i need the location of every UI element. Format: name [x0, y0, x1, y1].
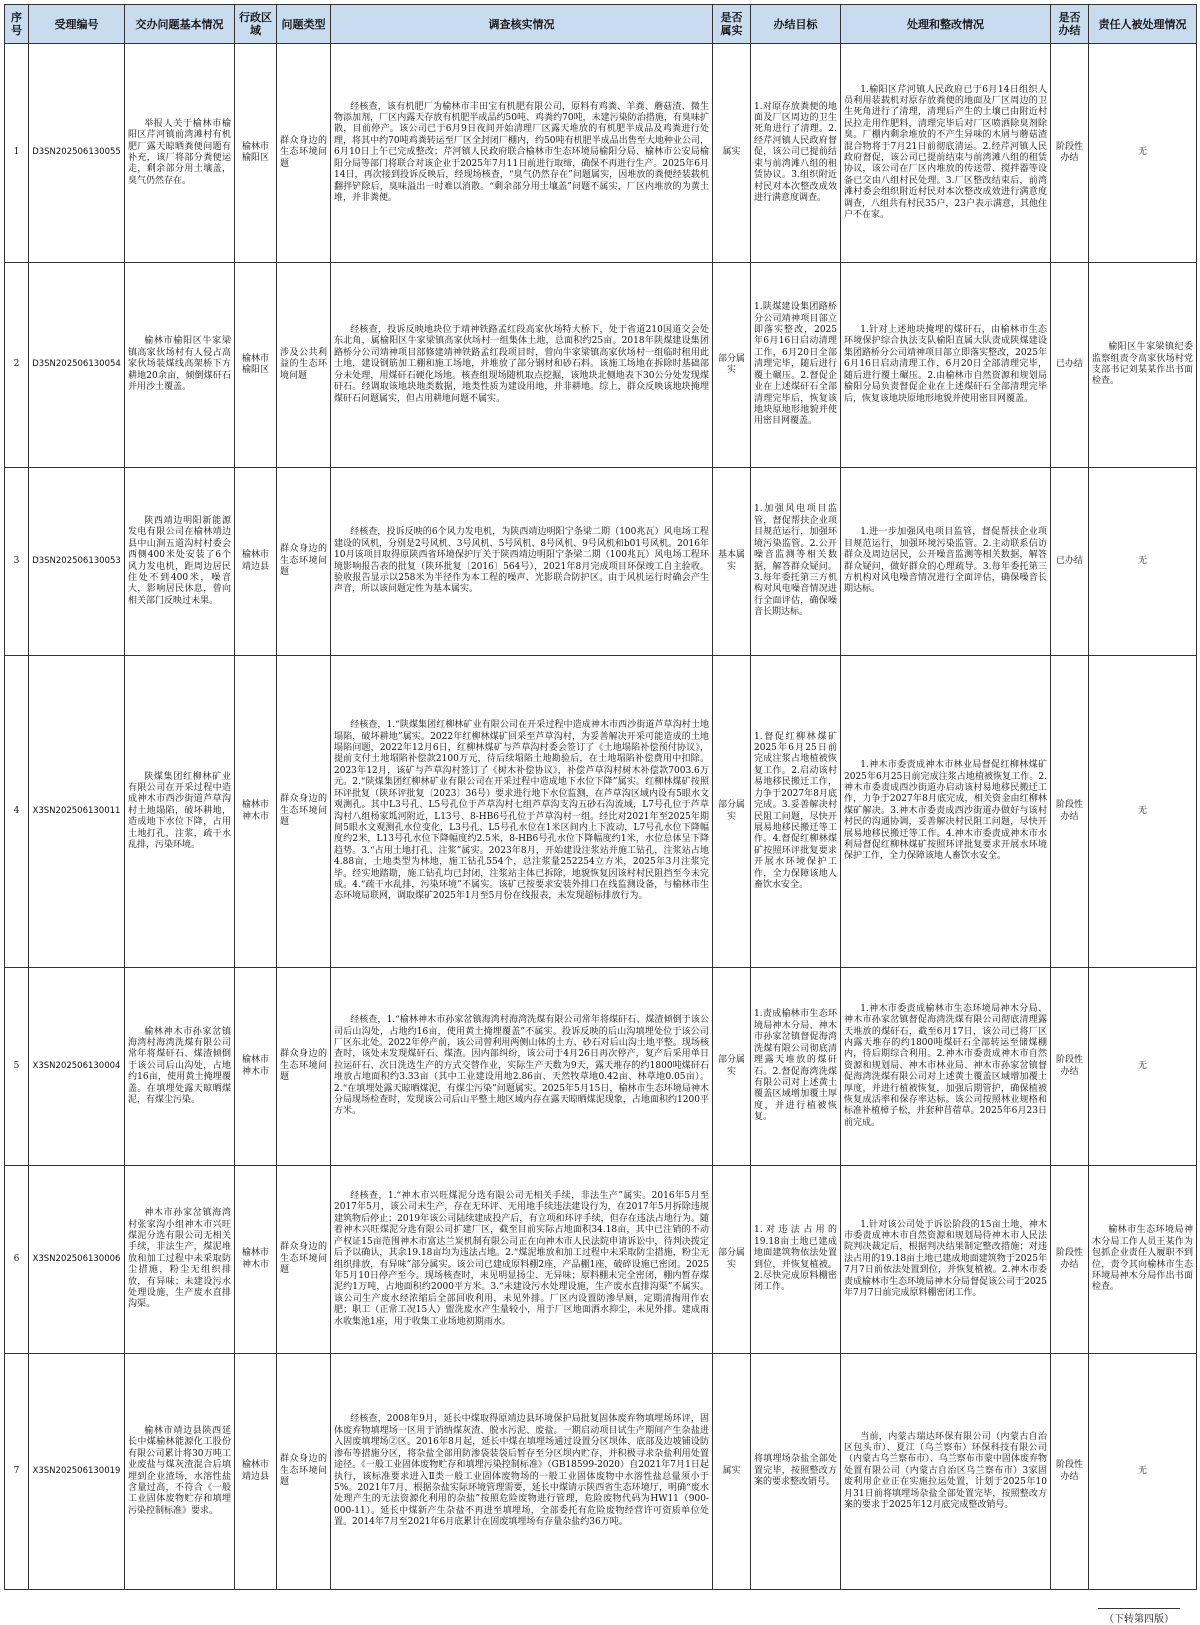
cell-accountability: 无 [1089, 468, 1197, 656]
cell-investigation: 经核查，2008年9月，延长中煤取得原靖边县环境保护局批复固体废弃物填埋场环评，固体废弃物填埋场一区用于消纳煤灰渣、脱水污泥、废盐。一期启动项目试生产期间产生杂盐进入固废填埋场②区。2016年8月起，延长中煤在填埋场通过设置分区坝体、底部及边坡铺设防渗布等措施分区，将杂盐全部用防渗袋装袋后暂存至分区坝内贮存，并积极寻求杂盐利用处置途径。《一般工业固体废物贮存和填埋污染控制标准》（GB18599-2020）自2021年7月1日起执行，该标准要求进入Ⅱ类一般工业固体废物场的一般工业固体废物中水溶性盐总量须小于5%。2021年7月，根据杂盐实际环境管理需要，延长中煤请示陕西省生态环境厅，明确“废水处理产生的无法资源化利用的杂盐”按照危险废物进行管理，危险废物代码为HW11（900-000-11）。延长中煤新产生杂盐不再进至填埋场，全部委托有危险废物经营许可资质单位处置。2014年7月至2021年6月底累计在固废填埋场有存量杂盐约36万吨。 [331, 1354, 713, 1590]
cell-type: 涉及公共利益的生态环境问题 [277, 263, 331, 468]
header-seq: 序号 [5, 5, 29, 44]
header-investigation: 调查核实情况 [331, 5, 713, 44]
cell-case-no: X3SN202506130019 [29, 1354, 125, 1590]
cell-region: 榆林市神木市 [235, 656, 277, 968]
cell-case-no: X3SN202506130004 [29, 968, 125, 1166]
cell-region: 榆林市靖边县 [235, 468, 277, 656]
cell-case-no: D3SN202506130053 [29, 468, 125, 656]
cell-accountability: 无 [1089, 656, 1197, 968]
cell-closed: 已办结 [1051, 263, 1089, 468]
cell-issue: 榆林神木市孙家岔镇海湾村海湾洗煤有限公司常年将煤矸石、煤渣倾倒于该公司后山沟处，占地约16亩，使用黄土掩埋覆盖。在填埋处露天晾晒煤泥，有煤尘污染。 [125, 968, 235, 1166]
continued-note: （下转第四版） [1098, 1608, 1180, 1625]
table-row [5, 656, 1197, 968]
cell-investigation: 经核查，1.“神木市兴旺煤泥分选有限公司无相关手续，非法生产”属实。2016年5月至2017年5月，该公司未生产，存在无环评、无用地手续违法建设行为，在2017年5月拆除违规建筑物后停止；2019年该公司陆续建成投产后，有立项和环评手续，但存在违法占地行为。随着神木兴旺煤泥分选有限公司扩建厂区，截至目前实际占地面积34.18亩，其中已注销的不动产权证15亩范围神木市富达兰炭机制有限公司正在向神木市人民法院申请诉讼中，待判决拨定后予以确认，其余19.18亩均为违法占地。2.“煤泥堆放和加工过程中未采取防尘措施，粉尘无组织排放，有异味”部分属实。该公司已建成原料棚2座，产品棚1座，破碎设施已密闭。2025年5月10日停产至今。现场核查时，未见明显扬尘、无异味；原料棚未完全密闭，棚内暂存煤泥约1万吨，占地面积约2000平方米。3.“未建设污水处理设施，生产废水直排沟渠”不属实。该公司生产废水经浓缩后全部回收利用，未见外排。厂区内设置防渗旱厕，定期清掏用作农肥；职工（正常工况15人）盥洗废水产生量较小，用于厂区地面洒水抑尘，未见外排。建成雨水收集池1座，用于收集工业场地初期雨水。 [331, 1166, 713, 1354]
cell-seq: 7 [5, 1354, 29, 1590]
cell-handling: 1.进一步加强风电项目监管，督促帮扶企业项目规范运行，加强环境污染监管。2.主动联系信访群众及周边居民，公开噪音监测等相关数据，解答群众疑问，做好群众的心理疏导。3.每年委托第三方机构对风电噪音情况进行全面评估，确保噪音长期达标。 [841, 468, 1051, 656]
cell-issue: 榆林市靖边县陕西延长中煤榆林能源化工股份有限公司累计将30万吨工业废盐与煤灰渣混合后填埋到企业渣场，水溶性盐含量过高，不符合《一般工业固体废物贮存和填埋污染控制标准》要求。 [125, 1354, 235, 1590]
cell-goal: 1.陕煤建设集团路桥分公司靖神项目部立即落实整改，2025年6月16日启动清理工作，6月20日全部清理完毕，随后进行覆土碾压。2.督促企业在上述煤矸石全部清理完毕后，恢复该地块原地形地貌并使用密目网覆盖。 [751, 263, 841, 468]
cell-closed: 阶段性办结 [1051, 656, 1089, 968]
cell-case-no: D3SN202506130054 [29, 263, 125, 468]
cell-verified: 部分属实 [713, 656, 751, 968]
cell-verified: 属实 [713, 44, 751, 263]
cell-handling: 当前，内蒙古瑞达环保有限公司（内蒙古自治区包头市）、夏江（乌兰察布）环保科技有限公司（内蒙古乌兰察布市）、乌兰察布市蒙中固体废弃物处置有限公司（内蒙古自治区乌兰察布市）3家固废利用企业正在实施拉运处置，计划于2025年10月31日前将填埋场杂盐全部处置完毕，按照整改方案的要求于2025年12月底完成整改销号。 [841, 1354, 1051, 1590]
cell-issue: 榆林市榆阳区牛家梁镇高家伙场村有人侵占高家伙场装煤线高架桥下方耕地20余亩，倾倒煤矸石并用沙土覆盖。 [125, 263, 235, 468]
cell-accountability: 无 [1089, 44, 1197, 263]
cell-issue: 陕煤集团红柳林矿业有限公司在开采过程中造成神木市西沙街道芦草沟村土地塌陷，破坏耕地，造成地下水位下降，占用土地打孔，注浆，疏干水乱排，污染环境。 [125, 656, 235, 968]
cell-accountability: 榆林市生态环境局神木分局工作人员王某作为包抓企业责任人履职不到位，责令其向榆林市生态环境局神木分局作出书面检查。 [1089, 1166, 1197, 1354]
header-accountability: 责任人被处理情况 [1089, 5, 1197, 44]
cell-verified: 部分属实 [713, 263, 751, 468]
cell-goal: 1.责成榆林市生态环境局神木分局、神木市孙家岔镇督促海湾洗煤有限公司彻底清理露天堆放的煤矸石。2.督促海湾洗煤有限公司对上述黄土覆盖区域增加覆土厚度，并进行植被恢复。 [751, 968, 841, 1166]
table-row [5, 44, 1197, 263]
cell-type: 群众身边的生态环境问题 [277, 968, 331, 1166]
table-row [5, 468, 1197, 656]
cell-region: 榆林市榆阳区 [235, 44, 277, 263]
cell-issue: 陕西靖边明阳新能源发电有限公司在榆林靖边县中山涧五道沟村村委会西侧400米处安装了6个风力发电机，距周边居民住处不到400米，噪音大，影响居民休息，曾向相关部门反映过未果。 [125, 468, 235, 656]
cell-case-no: D3SN202506130055 [29, 44, 125, 263]
cell-type: 群众身边的生态环境问题 [277, 44, 331, 263]
table-header-row [5, 5, 1197, 44]
header-handling: 处理和整改情况 [841, 5, 1051, 44]
cell-region: 榆林市神木市 [235, 968, 277, 1166]
cell-seq: 6 [5, 1166, 29, 1354]
header-issue: 交办问题基本情况 [125, 5, 235, 44]
cell-seq: 4 [5, 656, 29, 968]
cell-seq: 5 [5, 968, 29, 1166]
cell-handling: 1.针对上述地块掩埋的煤矸石，由榆林市生态环境保护综合执法支队榆阳直属大队责成陕煤建设集团路桥分公司靖神项目部立即落实整改，2025年6月16日启动清理工作，6月20日全部清理完毕，随后进行覆土碾压。2.由榆林市自然资源和规划局榆阳分局负责督促企业在上述煤矸石全部清理完毕后，恢复该地块原地形地貌并使用密目网覆盖。 [841, 263, 1051, 468]
header-case-no: 受理编号 [29, 5, 125, 44]
cell-accountability: 无 [1089, 1354, 1197, 1590]
cell-investigation: 经核查，投诉反映地块位于靖神铁路孟红段高家伙场特大桥下，处于省道210国道交会处东北角，属榆阳区牛家梁镇高家伙场村一组集体土地，总面积约25亩。2018年陕煤建设集团路桥分公司靖神项目部修建靖神铁路孟红段项目时，曾向牛家梁镇高家伙场村一组临时租用此土地，建设钢筋加工棚和施工场地，并堆放了部分钢材和砂石料。该施工场地在拆除时基础部分未处理，用煤矸石硬化场地。核查组现场随机取点挖掘，该地块北侧地表下30公分处发现煤矸石。经调取该地块地类数据，地类性质为建设用地，并非耕地。综上，群众反映该地块掩埋煤矸石问题属实，但占用耕地问题不属实。 [331, 263, 713, 468]
cell-case-no: X3SN202506130011 [29, 656, 125, 968]
cell-type: 群众身边的生态环境问题 [277, 656, 331, 968]
cell-seq: 2 [5, 263, 29, 468]
table-row [5, 1166, 1197, 1354]
cell-investigation: 经核查，1.“陕煤集团红柳林矿业有限公司在开采过程中造成神木市西沙街道芦草沟村土地塌陷，破坏耕地”属实。2022年红柳林煤矿回采至芦草沟村，为妥善解决开采可能造成的土地塌陷问题，2022年12月6日，红柳林煤矿与芦草沟村委会签订了《土地塌陷补偿预付协议》，提前支付土地塌陷补偿款2100万元，待后续塌陷土地勘验后，在土地塌陷补偿费用中扣除。2023年12月，该矿与芦草沟村签订了《树木补偿协议》，补偿芦草沟村树木补偿款7003.6万元。2.“陕煤集团红柳林矿业有限公司在开采过程中造成地下水位下降”属实。红柳林煤矿按照环评批复（陕环评批复〔2023〕36号）要求进行地下水位监测，在芦草沟区域内设有5眼水文观测孔。其中L3号孔、L5号孔位于芦草沟村七组芦草沟支沟五砂石沟流域，L7号孔位于芦草沟村八组杨家坬河附近，L13号、8-HB6号孔位于芦草沟村一组。经比对2021年至2025年期间5眼水文观测孔水位变化，L3号孔、L5号孔水位在1米区间内上下波动，L7号孔水位下降幅度约2米，L13号孔水位下降幅度约2.5米，8-HB6号孔水位下降幅度约1米，水位总体呈下降趋势。3.“占用土地打孔、注浆”属实。2023年8月，开始建设注浆站并施工钻孔，注浆站占地4.88亩，土地类型为林地，施工钻孔554个，总注浆量252254立方米，2025年3月注浆完毕。经实地踏勘，施工钻孔均已封闭，注浆站主体已拆除，地貌恢复因该村村民阻挡至今未完成。4.“疏干水乱排，污染环境”不属实。该矿已按要求安装外排口在线监测设备，与榆林市生态环境局联网，调取煤矿2025年1月至5月份在线报表，未发现超标排放行为。 [331, 656, 713, 968]
cell-closed: 阶段性办结 [1051, 1354, 1089, 1590]
cell-case-no: X3SN202506130006 [29, 1166, 125, 1354]
cell-handling: 1.神木市委责成榆林市生态环境局神木分局、神木市孙家岔镇督促海湾洗煤有限公司彻底清理露天堆放的煤矸石，截至6月17日，该公司已将厂区内露天堆存的约1800吨煤矸石全部转运至储煤棚内，待后期综合利用。2.神木市委责成神木市自然资源和规划局、神木市林业局、神木市孙家岔镇督促海湾洗煤有限公司对上述黄土覆盖区域增加覆土厚度，并进行植被恢复，加强后期管护，确保植被恢复成活率和保存率达标。该公司按照林业规格和标准补植樟子松，并套种苜蓿草。2025年6月23日前完成。 [841, 968, 1051, 1166]
cell-type: 群众身边的生态环境问题 [277, 468, 331, 656]
table-row [5, 1354, 1197, 1590]
cell-region: 榆林市靖边县 [235, 1354, 277, 1590]
cell-investigation: 经核查，投诉反映的6个风力发电机，为陕西靖边明阳宁条梁二期（100兆瓦）风电场工程建设的风机，分别是2号风机、3号风机、5号风机、8号风机、9号风机和b01号风机。2016年10月该项目取得原陕西省环境保护厅关于陕西靖边明阳宁条梁二期（100兆瓦）风电场工程环境影响报告表的批复（陕环批复〔2016〕564号），2021年8月完成项目环保竣工自主验收。验收报告显示以258米为半径作为本工程的噪声、光影联合防护区。由于风机运行时确会产生声音，所以该问题定性为基本属实。 [331, 468, 713, 656]
cell-seq: 3 [5, 468, 29, 656]
header-closed: 是否办结 [1051, 5, 1089, 44]
cell-closed: 已办结 [1051, 468, 1089, 656]
cell-goal: 1.加强风电项目监管，督促帮扶企业项目规范运行，加强环境污染监管。2.公开噪音监测等相关数据，解答群众疑问。3.每年委托第三方机构对风电噪音情况进行全面评估，确保噪音长期达标。 [751, 468, 841, 656]
cell-handling: 1.神木市委责成神木市林业局督促红柳林煤矿2025年6月25日前完成注浆占地植被恢复工作。2.神木市委责成西沙街道办启动该村易地移民搬迁工作，力争于2027年8月底完成，相关资金由红柳林煤矿解决。3.神木市委责成西沙街道办做好与该村村民的沟通协调，妥善解决村民阻工问题，尽快开展易地移民搬迁等工作。4.神木市委责成神木市水利局督促红柳林煤矿按照环评批复要求开展水环境保护工作，全力保障该地人畜饮水安全。 [841, 656, 1051, 968]
cell-closed: 阶段性办结 [1051, 44, 1089, 263]
cell-verified: 基本属实 [713, 468, 751, 656]
cell-verified: 部分属实 [713, 968, 751, 1166]
cell-investigation: 经核查，该有机肥厂为榆林市丰田宝有机肥有限公司，原料有鸡粪、羊粪、蘑菇渣、微生物添加剂，厂区内露天存放有机肥半成品约50吨、鸡粪约70吨，未建污染防治措施，有臭味扩散，目前停产。该公司已于6月9日夜间开始清理厂区露天堆放的有机肥半成品及鸡粪进行处理，将其中约70吨鸡粪转运至厂区全封闭厂棚内，约50吨有机肥半成品出售至大地种业公司，6月10日上午已完成整改；芹河镇人民政府联合榆林市生态环境局榆阳分局、榆林市公安局榆阳分局等部门将联合对该企业于2025年7月11日前进行取缔，确保不再进行生产。2025年6月14日，再次接到投诉反映后，经现场核查，“臭气仍然存在”问题属实，因堆放的粪便经装载机翻拌铲除后，臭味溢出一时难以消散。“剩余部分用土壤盖”问题不属实，厂区内堆放的为黄土堆，并非粪便。 [331, 44, 713, 263]
cell-goal: 1.对违法占用的19.18亩土地已建成地面建筑物依法处置到位，并恢复植被。2.尽快完成原料棚密闭工作。 [751, 1166, 841, 1354]
cell-accountability: 无 [1089, 968, 1197, 1166]
header-type: 问题类型 [277, 5, 331, 44]
cell-handling: 1.针对该公司处于诉讼阶段的15亩土地，神木市委责成神木市自然资源和规划局待神木市人民法院判决裁定后，根据判决结果制定整改措施；对违法占用的19.18亩土地已建成地面建筑物于2025年7月7日前依法处置到位，并恢复植被。2.神木市委责成榆林市生态环境局神木分局督促该公司于2025年7月7日前完成原料棚密闭工作。 [841, 1166, 1051, 1354]
case-table [4, 4, 1197, 1590]
cell-region: 榆林市神木市 [235, 1166, 277, 1354]
cell-type: 群众身边的生态环境问题 [277, 1354, 331, 1590]
cell-verified: 部分属实 [713, 1166, 751, 1354]
cell-region: 榆林市榆阳区 [235, 263, 277, 468]
cell-closed: 阶段性办结 [1051, 968, 1089, 1166]
header-verified: 是否属实 [713, 5, 751, 44]
cell-issue: 神木市孙家岔镇海湾村张家沟小组神木市兴旺煤泥分选有限公司无相关手续，非法生产，煤泥堆放和加工过程中未采取防尘措施，粉尘无组织排放，有异味；未建设污水处理设施，生产废水直排沟渠。 [125, 1166, 235, 1354]
cell-issue: 举报人关于榆林市榆阳区芹河镇前湾滩村有机肥厂露天晾晒粪便问题有补充，该厂将部分粪便运走，剩余部分用土壤盖，臭气仍然存在。 [125, 44, 235, 263]
cell-accountability: 榆阳区牛家梁镇纪委监察组责令高家伙场村党支部书记刘某某作出书面检查。 [1089, 263, 1197, 468]
cell-goal: 1.督促红柳林煤矿2025年6月25日前完成注浆占地植被恢复工作。2.启动该村易地移民搬迁工作，力争于2027年8月底完成。3.妥善解决村民阻工问题，尽快开展易地移民搬迁等工作。4.督促红柳林煤矿按照环评批复要求开展水环境保护工作，全力保障该地人畜饮水安全。 [751, 656, 841, 968]
cell-handling: 1.榆阳区芹河镇人民政府已于6月14日组织人员利用装载机对原存放粪便的地面及厂区周边的卫生死角进行了清理，清理后产生的土壤已由附近村民拉走用作肥料，清理完毕后对厂区喷洒除臭剂除臭。厂棚内剩余堆放的不产生异味的木屑与蘑菇渣混合物将于7月21日前彻底清运。2.经芹河镇人民政府督促，该公司已提前结束与前湾滩八组的租赁协议，该公司在厂区内堆放的传送带、搅拌器等设备已交由八组村民处理。3.厂区整改结束后，前湾滩村委会组织附近村民对本次整改成效进行满意度调查，八组共有村民35户，23户表示满意，其他住户不在家。 [841, 44, 1051, 263]
cell-verified: 属实 [713, 1354, 751, 1590]
cell-goal: 1.对原存放粪便的地面及厂区周边的卫生死角进行了清理。2.经芹河镇人民政府督促，该公司已提前结束与前湾滩八组的租赁协议。3.组织附近村民对本次整改成效进行满意度调查。 [751, 44, 841, 263]
cell-investigation: 经核查，1.“榆林神木市孙家岔镇海湾村海湾洗煤有限公司常年将煤矸石、煤渣倾倒于该公司后山沟处，占地约16亩，使用黄土掩埋覆盖”不属实。投诉反映的后山沟填埋处位于该公司厂区东北处。2022年停产前，该公司曾利用两侧山体的土方、砂石对后山沟土地平整。现场核查时，该处未发现煤矸石、煤渣。因内部纠纷，该公司于4月26日再次停产，复产后采用单日拉运矸石、次日洗选生产的方式交替作业，实际生产天数为9天，露天堆存的约1800吨煤矸石堆放占地面积约3.33亩（其中工业建设用地2.86亩、天然牧草地0.42亩、林草地0.05亩）。2.“在填埋处露天晾晒煤泥，有煤尘污染”问题属实。2025年5月15日，榆林市生态环境局神木分局现场检查时，发现该公司后山平整土地区域内存在露天晾晒煤泥现象，占地面积约1200平方米。 [331, 968, 713, 1166]
table-row [5, 968, 1197, 1166]
cell-closed: 阶段性办结 [1051, 1166, 1089, 1354]
cell-seq: 1 [5, 44, 29, 263]
cell-type: 群众身边的生态环境问题 [277, 1166, 331, 1354]
header-region: 行政区域 [235, 5, 277, 44]
header-goal: 办结目标 [751, 5, 841, 44]
cell-goal: 将填埋场杂盐全部处置完毕，按照整改方案的要求整改销号。 [751, 1354, 841, 1590]
table-row [5, 263, 1197, 468]
